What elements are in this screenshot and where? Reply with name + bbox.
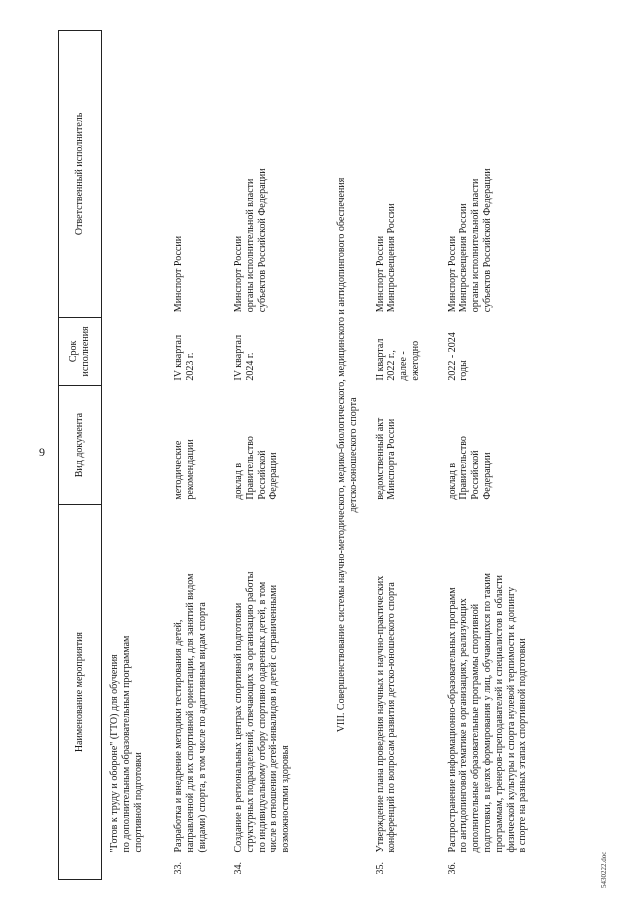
cell-doc-type: ведомственный акт Минспорта России [374,417,398,500]
cell-doc-type: доклад в Правительство Российской Федерации [446,436,493,500]
cell-responsible: Минспорт России Минпросвещения России органы исполнительной власти субъектов Российской Федерации [446,168,493,313]
cell-responsible: Минспорт России Минпросвещения России [374,203,398,313]
cell-num: 36. [446,862,458,875]
table-row [440,31,562,880]
cell-responsible: Минспорт России органы исполнительной власти субъектов Российской Федерации [233,168,268,313]
activities-table [58,30,562,880]
table-row [166,31,226,880]
cell-term: IV квартал 2023 г. [173,334,196,381]
header-responsible: Ответственный исполнитель [59,31,102,318]
cell-doc-empty [102,386,167,505]
table-header-row [59,31,102,880]
table-row [368,31,440,880]
header-doc-type: Вид документа [59,386,102,505]
table-row-continuation [102,31,167,880]
table-row [226,31,326,880]
cell-term: 2022 - 2024 годы [446,332,470,381]
cell-term: II квартал 2022 г., далее - ежегодно [374,338,421,381]
cell-term-empty [102,317,167,385]
header-term: Срок исполнения [59,317,102,385]
cell-name: Создание в региональных центрах спортивной подготовки структурных подразделений, отвечающих за организацию работы по индивидуальному отбору спортивно одаренных детей, в том числе в отношении детей-инвалидов и детей с ограниченными возможностями здоровья [233,571,292,853]
cell-name: "Готов к труду и обороне" (ГТО) для обучения по дополнительным образовательным программам спортивной подготовки [109,635,144,853]
page-number: 9 [39,445,45,459]
cell-num: 35. [374,862,386,875]
section-title: VIII. Совершенствование системы научно-методического, медико-биологического, медицинского и антидопингового обеспечения детско-юношеского спорта [336,177,359,733]
cell-term: IV квартал 2024 г. [233,334,256,381]
cell-num-empty [102,857,167,879]
cell-name: Распространение информационно-образовательных программ по антидопинговой тематике в организациях, реализующих дополнительные образовательные программы спортивной подготовки, в целях формирования у лиц, обучающихся по таким программам, тренеров-преподавателей и специалистов в области физической культуры и спорта нулевой терпимости к допингу в спорте на разных этапах спортивной подготовки [446,573,529,853]
cell-doc-type: доклад в Правительство Российской Федерации [233,436,280,500]
cell-resp-empty [102,31,167,318]
header-name: Наименование мероприятия [59,505,102,880]
cell-num: 34. [233,862,244,875]
document-code: 5430222.doc [600,851,608,888]
rotated-table-area [58,30,598,880]
cell-name: Разработка и внедрение методики тестирования детей, направленной для их спортивной ориентации, для занятий видом (видами) спорта, в том числе по адаптивным видам спорта [173,573,208,853]
cell-responsible: Минспорт России [173,235,184,313]
cell-doc-type: методические рекомендации [173,439,196,500]
cell-num: 33. [173,862,184,875]
section-heading-row [326,31,368,880]
cell-name: Утверждение плана проведения научных и научно-практических конференций по вопросам развития детско-юношеского спорта [374,575,398,853]
